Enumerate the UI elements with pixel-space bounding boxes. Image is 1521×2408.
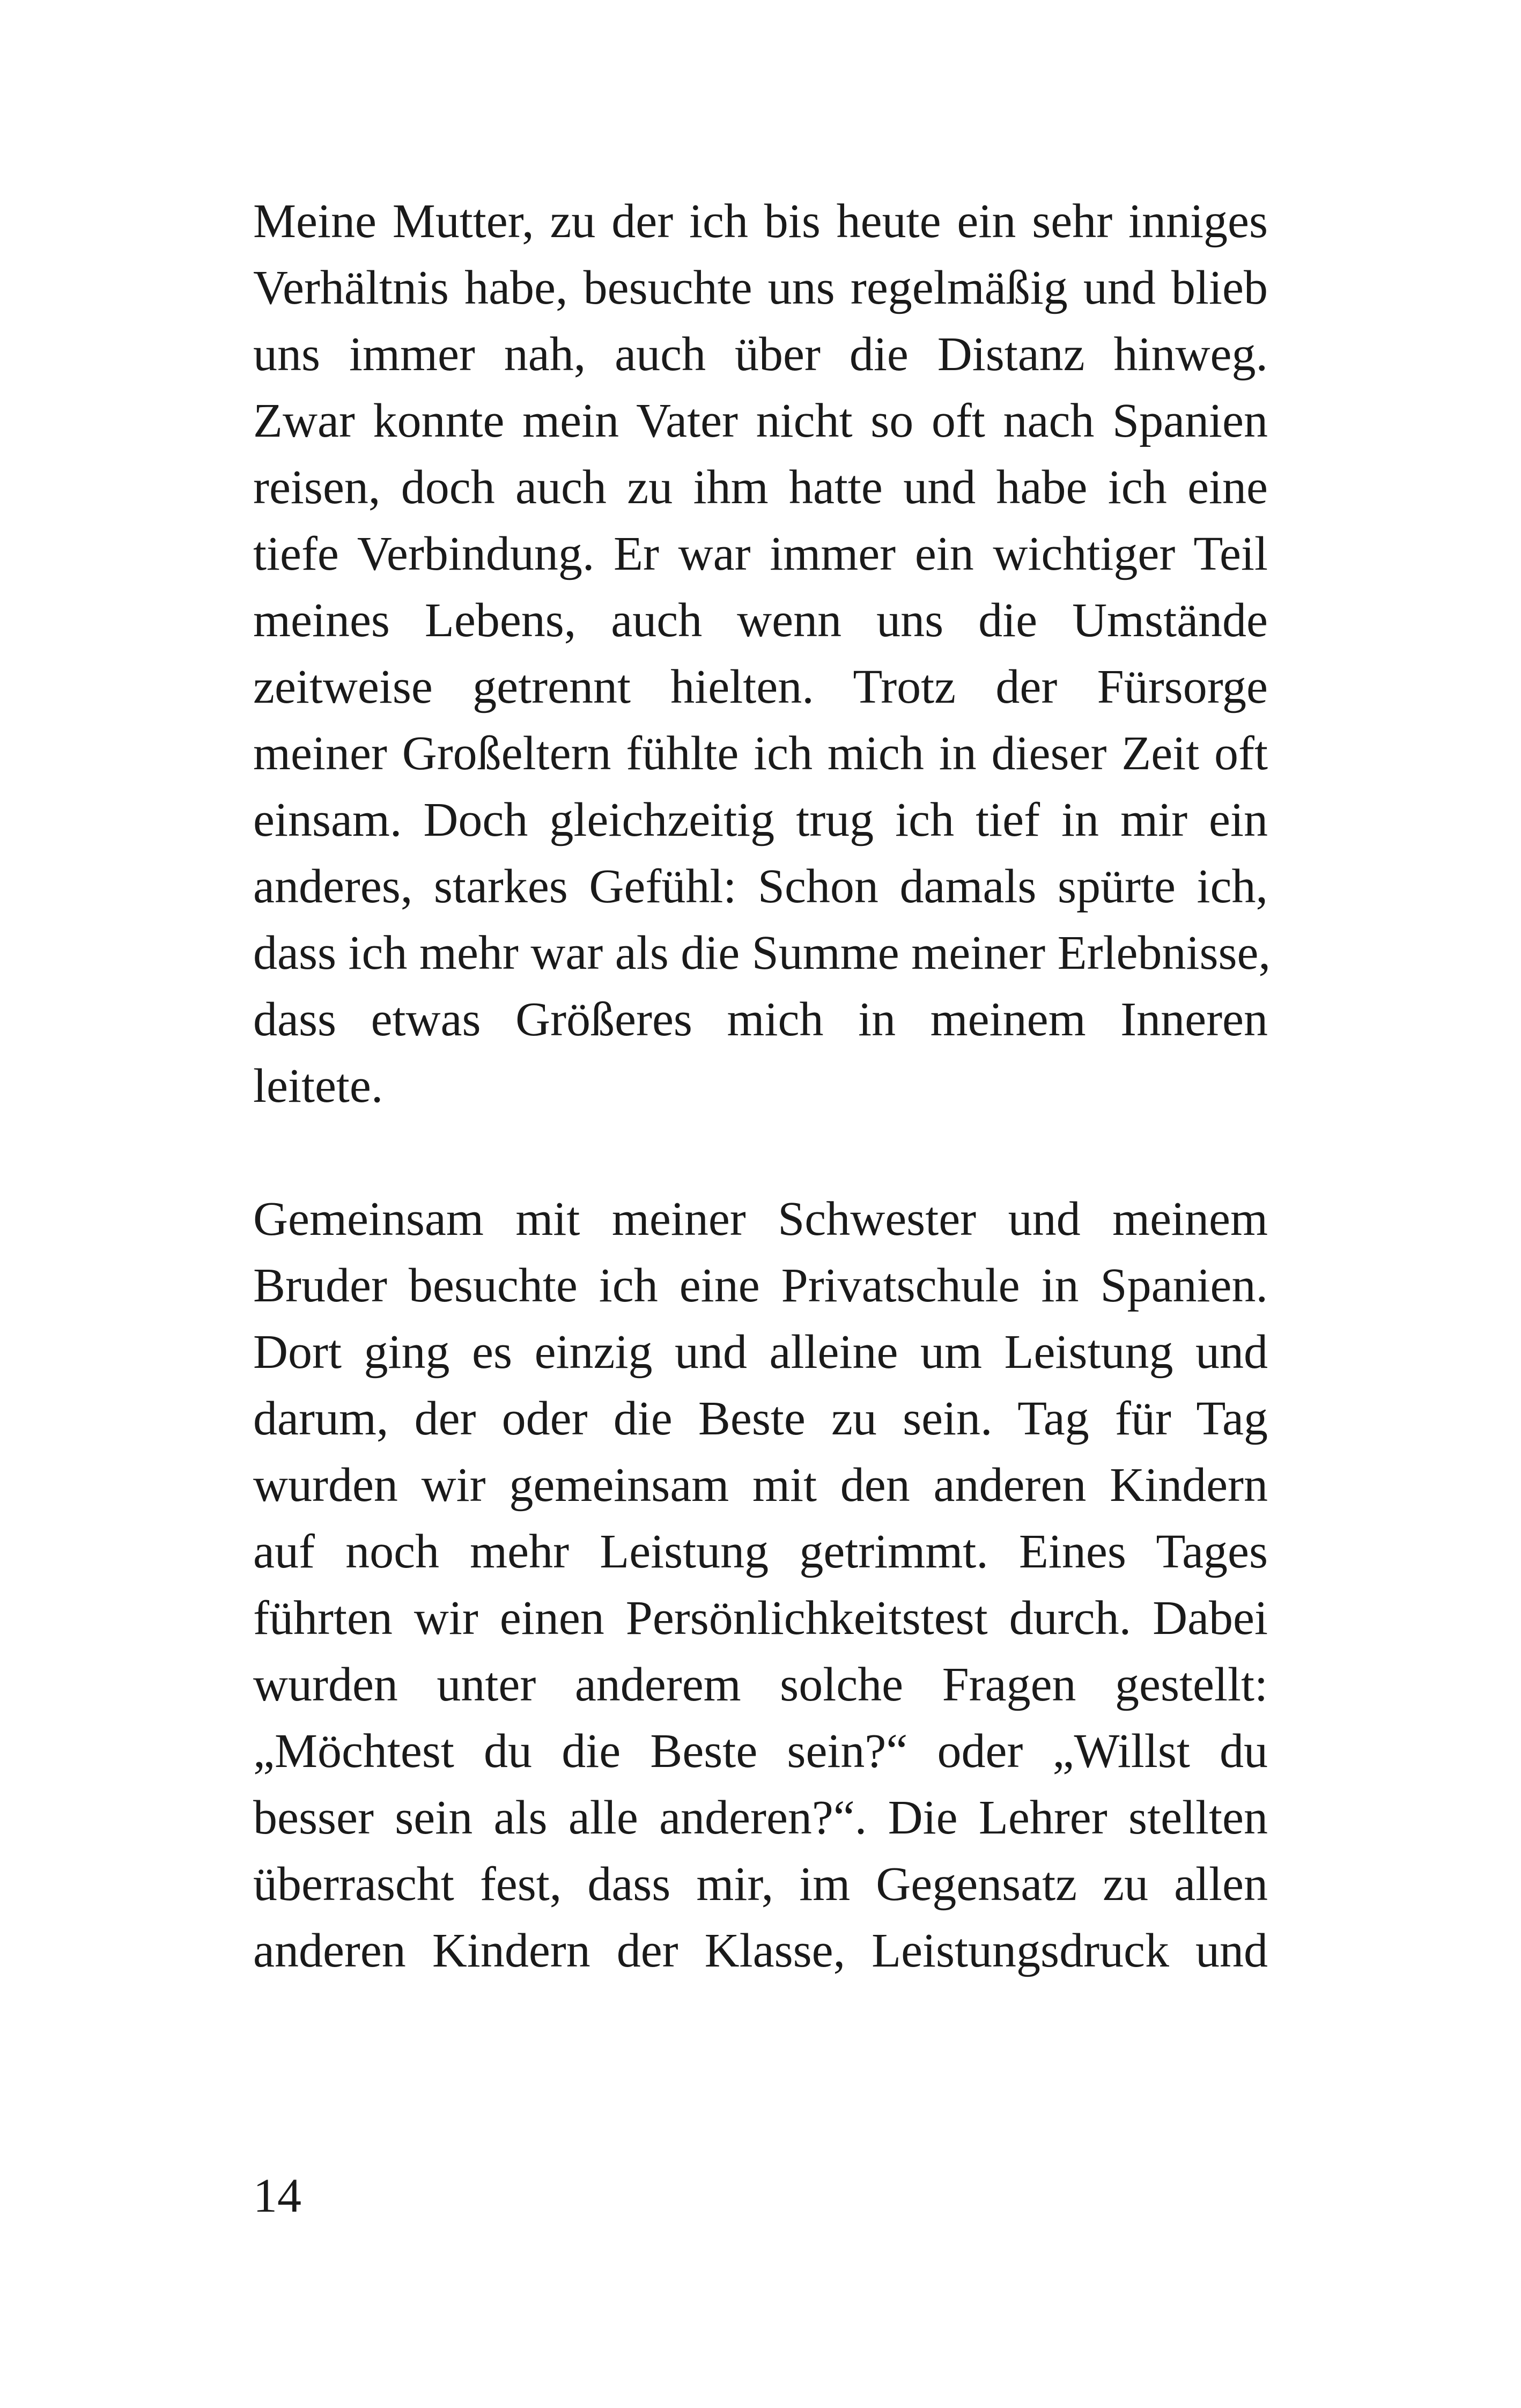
text-line: reisen, doch auch zu ihm hatte und habe ich eine [253,461,1268,514]
page-number: 14 [253,2169,301,2222]
text-line: wurden unter anderem solche Fragen gestellt: [253,1658,1268,1711]
text-line: Meine Mutter, zu der ich bis heute ein sehr inniges [253,195,1268,248]
text-line: auf noch mehr Leistung getrimmt. Eines Tages [253,1525,1268,1578]
text-line: tiefe Verbindung. Er war immer ein wichtiger Teil [253,527,1268,580]
text-line: meiner Großeltern fühlte ich mich in dieser Zeit oft [253,727,1268,780]
text-line: anderen Kindern der Klasse, Leistungsdruck und [253,1924,1268,1977]
paragraph-private-school [253,1186,1268,1984]
text-line: Bruder besuchte ich eine Privatschule in Spanien. [253,1259,1268,1312]
paragraph-mother-father [253,188,1271,1120]
text-line: leitete. [253,1059,383,1113]
text-line: meines Lebens, auch wenn uns die Umstände [253,594,1268,647]
text-line: Verhältnis habe, besuchte uns regelmäßig und blieb [253,261,1268,314]
text-line: überrascht fest, dass mir, im Gegensatz zu allen [253,1858,1268,1911]
paragraph-spacing [253,1120,1268,1186]
body-text [253,188,1271,1984]
text-line: Gemeinsam mit meiner Schwester und meinem [253,1192,1268,1246]
text-line: wurden wir gemeinsam mit den anderen Kindern [253,1459,1268,1512]
text-line: darum, der oder die Beste zu sein. Tag für Tag [253,1392,1268,1445]
text-line: dass ich mehr war als die Summe meiner Erlebnisse, [253,926,1271,980]
text-line: zeitweise getrennt hielten. Trotz der Fürsorge [253,660,1268,713]
text-line: Zwar konnte mein Vater nicht so oft nach Spanien [253,394,1268,447]
text-line: Dort ging es einzig und alleine um Leistung und [253,1325,1268,1379]
text-line: anderes, starkes Gefühl: Schon damals spürte ich, [253,860,1268,913]
text-line: uns immer nah, auch über die Distanz hinweg. [253,328,1268,381]
text-line: „Möchtest du die Beste sein?“ oder „Willst du [253,1725,1268,1778]
text-line: dass etwas Größeres mich in meinem Inneren [253,993,1268,1046]
text-line: führten wir einen Persönlichkeitstest durch. Dabei [253,1592,1268,1645]
text-line: besser sein als alle anderen?“. Die Lehrer stellten [253,1791,1268,1844]
text-line: einsam. Doch gleichzeitig trug ich tief in mir ein [253,793,1268,846]
